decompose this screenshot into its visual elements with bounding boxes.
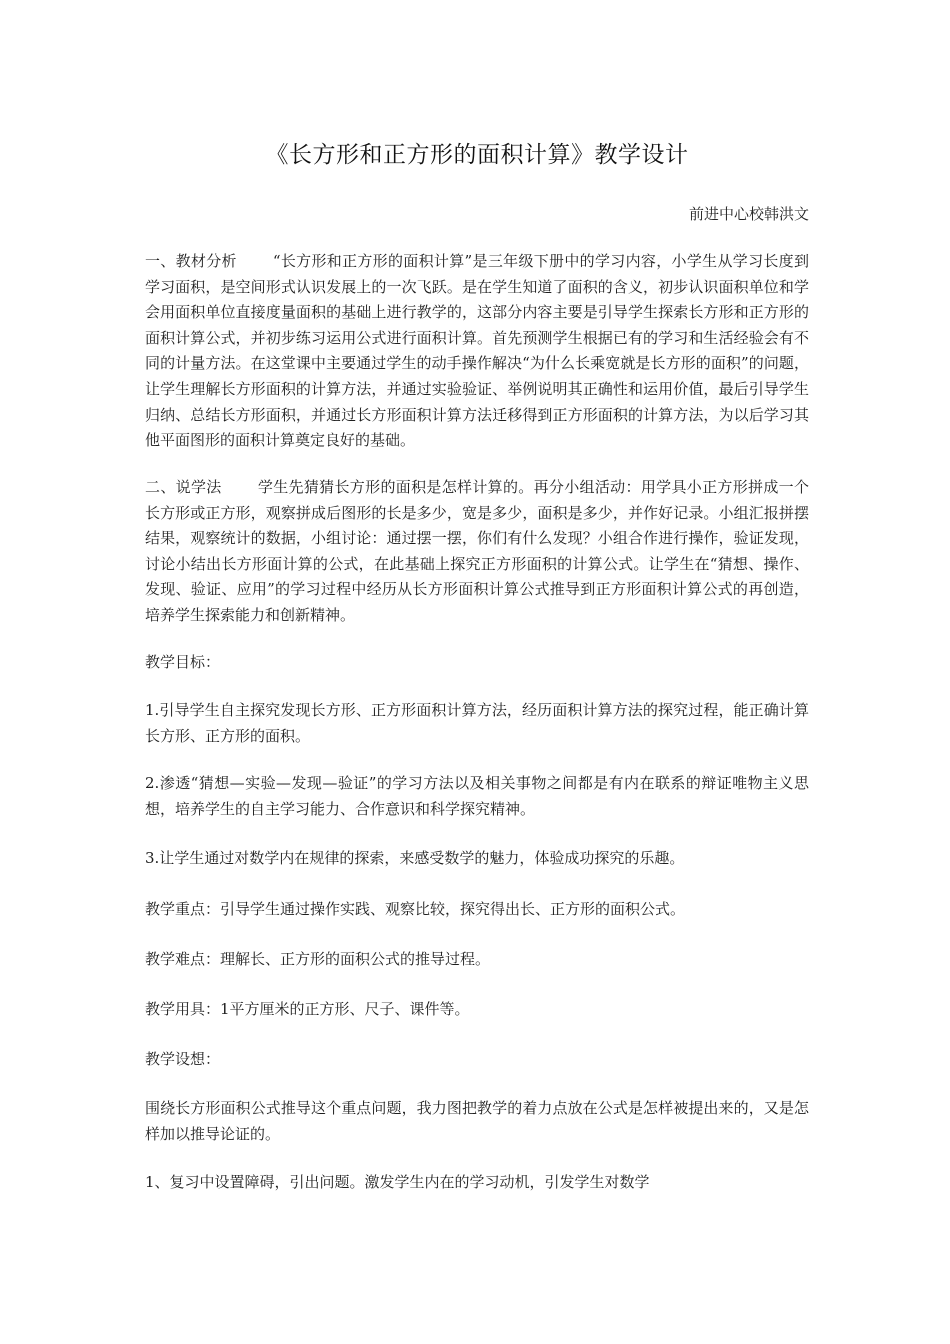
- goal-item-3: 3.让学生通过对数学内在规律的探索，来感受数学的魅力，体验成功探究的乐趣。: [145, 849, 685, 867]
- goals-heading: 教学目标：: [145, 653, 221, 671]
- step-1: 1、复习中设置障碍，引出问题。激发学生内在的学习动机，引发学生对数学: [145, 1173, 650, 1191]
- section-heading: 一、教材分析: [145, 252, 237, 270]
- section-body: 学生先猜猜长方形的面积是怎样计算的。再分小组活动：用学具小正方形拼成一个长方形或正方形，观察拼成后图形的长是多少，宽是多少，面积是多少，并作好记录。小组汇报拼摆结果，观察统计的数据，小组讨论：通过摆一摆，你们有什么发现？小组合作进行操作，验证发现，讨论小结出长方形面计算的公式，在此基础上探究正方形面积的计算公式。让学生在“猜想、操作、发现、验证、应用”的学习过程中经历从长方形面积计算公式推导到正方形面积计算公式的再创造，培养学生探索能力和创新精神。: [145, 478, 809, 624]
- idea-text: 围绕长方形面积公式推导这个重点问题，我力图把教学的着力点放在公式是怎样被提出来的，又是怎样加以推导论证的。: [145, 1099, 809, 1143]
- section-body: “长方形和正方形的面积计算”是三年级下册中的学习内容，小学生从学习长度到学习面积，是空间形式认识发展上的一次飞跃。是在学生知道了面积的含义，初步认识面积单位和学会用面积单位直接度量面积的基础上进行教学的，这部分内容主要是引导学生探索长方形和正方形的面积计算公式，并初步练习运用公式进行面积计算。首先预测学生根据已有的学习和生活经验会有不同的计量方法。在这堂课中主要通过学生的动手操作解决“为什么长乘宽就是长方形的面积”的问题，让学生理解长方形面积的计算方法，并通过实验验证、举例说明其正确性和运用价值，最后引导学生归纳、总结长方形面积，并通过长方形面积计算方法迁移得到正方形面积的计算方法，为以后学习其他平面图形的面积计算奠定良好的基础。: [145, 252, 809, 450]
- goal-item-1: 1.引导学生自主探究发现长方形、正方形面积计算方法，经历面积计算方法的探究过程，能正确计算长方形、正方形的面积。: [145, 701, 809, 745]
- teaching-tools: 教学用具：1平方厘米的正方形、尺子、课件等。: [145, 1000, 470, 1018]
- goal-item-2: 2.渗透“猜想—实验—发现—验证”的学习方法以及相关事物之间都是有内在联系的辩证唯物主义思想，培养学生的自主学习能力、合作意识和科学探究精神。: [145, 774, 809, 818]
- difficulty: 教学难点：理解长、正方形的面积公式的推导过程。: [145, 950, 491, 968]
- idea-heading: 教学设想：: [145, 1050, 221, 1068]
- key-point: 教学重点：引导学生通过操作实践、观察比较，探究得出长、正方形的面积公式。: [145, 900, 686, 918]
- author-line: 前进中心校韩洪文: [688, 205, 809, 223]
- document-title: 《长方形和正方形的面积计算》教学设计: [265, 142, 689, 168]
- section-learning-method: [145, 475, 809, 629]
- section-heading: 二、说学法: [145, 478, 222, 496]
- section-material-analysis: [145, 249, 809, 454]
